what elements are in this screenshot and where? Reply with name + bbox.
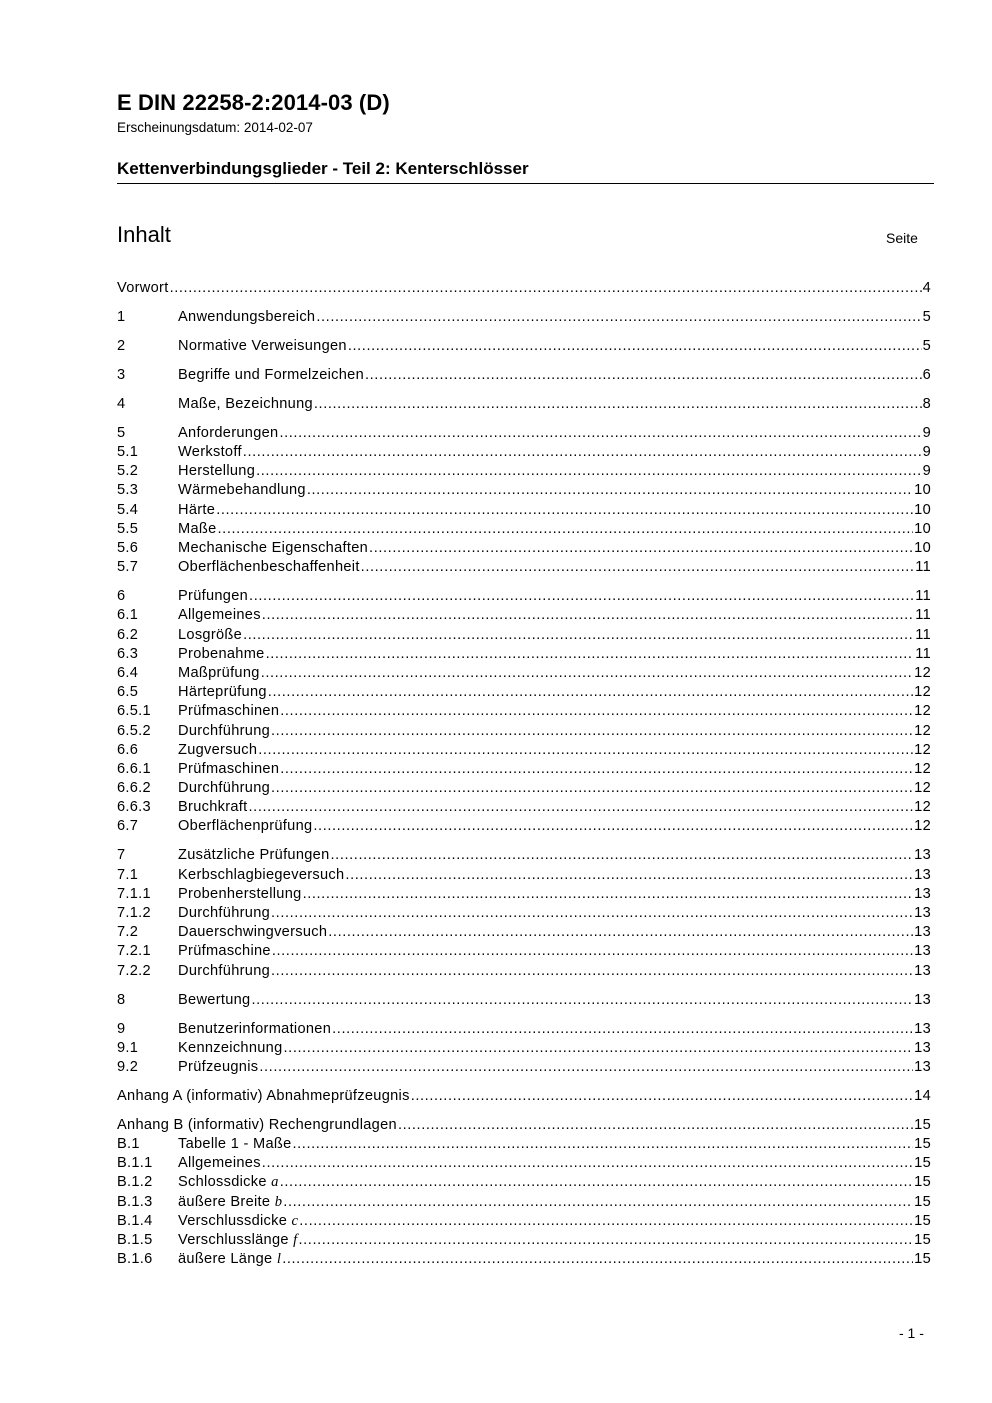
toc-entry-label-text: äußere Länge	[178, 1251, 277, 1268]
toc-entry-label	[178, 558, 360, 577]
toc-entry-label	[178, 779, 270, 798]
toc-dot-leader	[256, 462, 921, 481]
toc-entry-number: 6.5.2	[117, 722, 151, 739]
toc-entry-label-text: Kennzeichnung	[178, 1039, 283, 1056]
toc-entry-label	[178, 1058, 258, 1077]
toc-dot-leader	[262, 606, 914, 625]
toc-entry-label-text: Benutzerinformationen	[178, 1020, 332, 1037]
toc-entry-number: 5.7	[117, 559, 139, 576]
toc-entry[interactable]	[117, 501, 931, 520]
toc-entry-page: 12	[914, 664, 931, 681]
toc-entry-label	[178, 991, 250, 1010]
toc-entry-page: 10	[914, 482, 931, 499]
toc-entry[interactable]	[117, 760, 931, 779]
toc-entry-label	[178, 1231, 298, 1250]
toc-entry-page: 13	[914, 1020, 931, 1037]
toc-entry[interactable]	[117, 1116, 931, 1135]
toc-entry[interactable]	[117, 846, 931, 865]
toc-entry-number: 9	[117, 1020, 126, 1037]
toc-entry-label	[178, 424, 278, 443]
toc-entry-page: 11	[915, 607, 931, 624]
toc-entry-label-text: Härteprüfung	[178, 684, 267, 701]
toc-entry-number: 5.2	[117, 463, 139, 480]
toc-entry[interactable]	[117, 424, 931, 443]
toc-entry[interactable]	[117, 520, 931, 539]
toc-entry-page: 13	[914, 1039, 931, 1056]
toc-dot-leader	[243, 443, 922, 462]
toc-entry[interactable]	[117, 606, 931, 625]
toc-entry-symbol: b	[274, 1193, 283, 1210]
toc-entry-label-text: Durchführung	[178, 780, 271, 797]
toc-entry[interactable]	[117, 779, 931, 798]
toc-entry-page: 12	[914, 684, 931, 701]
toc-entry-page: 11	[915, 645, 931, 662]
toc-entry-page: 12	[914, 780, 931, 797]
toc-entry-number: 7	[117, 847, 126, 864]
toc-dot-leader	[271, 962, 913, 981]
toc-entry-number: B.1.5	[117, 1232, 153, 1249]
toc-entry-label-text: Herstellung	[178, 463, 256, 480]
toc-entry-label	[178, 395, 313, 414]
toc-entry-page: 10	[914, 501, 931, 518]
toc-entry-page: 5	[922, 308, 931, 325]
toc-entry-symbol: l	[276, 1251, 282, 1268]
toc-entry-page: 15	[914, 1116, 931, 1133]
toc-entry-label-text: Mechanische Eigenschaften	[178, 540, 369, 557]
toc-entry-label	[178, 337, 347, 356]
toc-dot-leader	[328, 923, 913, 942]
toc-entry[interactable]	[117, 1231, 931, 1250]
toc-entry-page: 15	[914, 1212, 931, 1229]
toc-entry-label-text: Anhang A (informativ) Abnahmeprüfzeugnis	[117, 1087, 410, 1104]
toc-entry-symbol: a	[271, 1174, 279, 1191]
toc-entry-page: 11	[915, 626, 931, 643]
toc-entry-label-text: Wärmebehandlung	[178, 482, 306, 499]
toc-entry[interactable]	[117, 942, 931, 961]
toc-entry[interactable]	[117, 962, 931, 981]
toc-entry-page: 13	[914, 847, 931, 864]
toc-entry-number: 6.2	[117, 626, 139, 643]
toc-entry-number: 6.6.3	[117, 799, 151, 816]
toc-entry-page: 11	[915, 588, 931, 605]
toc-entry[interactable]	[117, 702, 931, 721]
toc-entry-number: B.1.3	[117, 1193, 153, 1210]
toc-entry-symbol: f	[293, 1232, 298, 1249]
toc-entry-page: 13	[914, 905, 931, 922]
toc-dot-leader	[303, 885, 914, 904]
toc-entry-label-text: Allgemeines	[178, 607, 261, 624]
toc-dot-leader	[411, 1087, 913, 1106]
toc-entry-page: 9	[922, 463, 931, 480]
toc-entry-page: 8	[922, 395, 931, 412]
toc-entry-page: 12	[914, 722, 931, 739]
toc-entry-label-text: Härte	[178, 501, 216, 518]
toc-entry-label	[178, 645, 265, 664]
toc-dot-leader	[266, 645, 915, 664]
header-divider	[117, 183, 934, 184]
toc-entry-label-text: Oberflächenprüfung	[178, 818, 313, 835]
toc-entry-label-text: Prüfungen	[178, 588, 249, 605]
toc-entry-label-text: Anhang B (informativ) Rechengrundlagen	[117, 1116, 397, 1133]
toc-entry[interactable]	[117, 1173, 931, 1192]
toc-entry-label-text: Zusätzliche Prüfungen	[178, 847, 330, 864]
document-subtitle: Kettenverbindungsglieder - Teil 2: Kenterschlösser	[117, 159, 529, 178]
toc-entry-page: 13	[914, 1058, 931, 1075]
toc-entry-label-text: Losgröße	[178, 626, 243, 643]
toc-entry[interactable]	[117, 885, 931, 904]
toc-entry-label	[117, 1116, 397, 1135]
toc-entry-page: 15	[914, 1193, 931, 1210]
toc-entry-label-text: Anforderungen	[178, 424, 279, 441]
toc-entry-label-text: Prüfmaschine	[178, 943, 271, 960]
toc-entry-number: 5.3	[117, 482, 139, 499]
toc-entry-label	[178, 885, 302, 904]
toc-entry-page: 12	[914, 760, 931, 777]
toc-entry-label-text: Probenherstellung	[178, 885, 302, 902]
toc-entry[interactable]	[117, 1250, 931, 1269]
toc-entry-label-text: Durchführung	[178, 722, 271, 739]
toc-entry-number: 9.1	[117, 1039, 139, 1056]
toc-entry-label	[178, 1154, 261, 1173]
toc-entry-number: B.1.4	[117, 1212, 153, 1229]
document-title: E DIN 22258-2:2014-03 (D)	[117, 90, 390, 115]
toc-entry[interactable]	[117, 308, 931, 327]
toc-entry-number: 6.6.1	[117, 760, 151, 777]
toc-entry-label	[178, 664, 260, 683]
toc-entry-number: 5.5	[117, 520, 139, 537]
toc-entry-number: 5.4	[117, 501, 139, 518]
toc-dot-leader	[249, 587, 914, 606]
toc-entry-page: 5	[922, 337, 931, 354]
toc-entry-page: 13	[914, 924, 931, 941]
toc-entry-number: 7.2	[117, 924, 139, 941]
toc-entry[interactable]	[117, 558, 931, 577]
toc-entry-number: 6.1	[117, 607, 139, 624]
toc-dot-leader	[280, 702, 913, 721]
toc-entry-page: 12	[914, 741, 931, 758]
toc-dot-leader	[170, 279, 922, 298]
toc-entry-label	[178, 1193, 282, 1212]
toc-entry-label-text: Werkstoff	[178, 444, 242, 461]
toc-entry-label-text: Maßprüfung	[178, 664, 260, 681]
toc-entry-number: B.1	[117, 1136, 140, 1153]
toc-entry-page: 13	[914, 866, 931, 883]
toc-entry-number: 6.3	[117, 645, 139, 662]
toc-dot-leader	[313, 817, 913, 836]
toc-entry-label	[178, 462, 255, 481]
toc-dot-leader	[283, 1193, 913, 1212]
toc-dot-leader	[369, 539, 913, 558]
toc-entry[interactable]	[117, 1058, 931, 1077]
toc-entry-label-text: Zugversuch	[178, 741, 258, 758]
toc-entry-number: 7.1.1	[117, 885, 151, 902]
toc-entry-page: 15	[914, 1155, 931, 1172]
toc-entry[interactable]	[117, 395, 931, 414]
toc-dot-leader	[332, 1020, 913, 1039]
toc-entry-label	[178, 962, 270, 981]
toc-entry-label-text: Bruchkraft	[178, 799, 248, 816]
toc-entry[interactable]	[117, 1020, 931, 1039]
toc-entry-label-text: Kerbschlagbiegeversuch	[178, 866, 345, 883]
toc-entry[interactable]	[117, 1087, 931, 1106]
toc-entry-number: 7.1	[117, 866, 139, 883]
toc-entry-number: B.1.6	[117, 1251, 153, 1268]
toc-entry-page: 12	[914, 703, 931, 720]
toc-entry-number: 7.2.1	[117, 943, 151, 960]
toc-entry-label	[178, 1135, 292, 1154]
page-number: - 1 -	[899, 1325, 924, 1341]
toc-dot-leader	[272, 942, 913, 961]
toc-entry-label-text: Prüfzeugnis	[178, 1058, 259, 1075]
toc-dot-leader	[271, 904, 913, 923]
toc-entry-number: 6.7	[117, 818, 139, 835]
toc-entry-label-text: Normative Verweisungen	[178, 337, 347, 354]
toc-entry[interactable]	[117, 462, 931, 481]
toc-entry-page: 13	[914, 943, 931, 960]
toc-entry[interactable]	[117, 626, 931, 645]
toc-entry[interactable]	[117, 366, 931, 385]
toc-entry[interactable]	[117, 1039, 931, 1058]
toc-entry[interactable]	[117, 1193, 931, 1212]
toc-entry-page: 6	[922, 366, 931, 383]
toc-dot-leader	[258, 741, 913, 760]
toc-entry-label-text: Verschlusslänge	[178, 1232, 294, 1249]
toc-dot-leader	[280, 1173, 913, 1192]
toc-entry-label-text: Vorwort	[117, 280, 169, 296]
toc-entry-page: 13	[914, 962, 931, 979]
toc-entry[interactable]	[117, 683, 931, 702]
toc-heading: Inhalt	[117, 222, 171, 247]
toc-dot-leader	[280, 760, 913, 779]
toc-entry-label	[178, 1039, 283, 1058]
toc-entry-label	[178, 683, 267, 702]
toc-entry-number: 7.2.2	[117, 962, 151, 979]
toc-dot-leader	[293, 1135, 914, 1154]
toc-entry-page: 15	[914, 1232, 931, 1249]
toc-dot-leader	[271, 779, 913, 798]
toc-entry-label	[178, 1173, 279, 1192]
toc-entry-page: 12	[914, 799, 931, 816]
toc-dot-leader	[243, 626, 914, 645]
toc-entry-number: 1	[117, 308, 126, 325]
toc-entry-label	[178, 741, 257, 760]
toc-dot-leader	[271, 722, 913, 741]
toc-entry[interactable]	[117, 904, 931, 923]
toc-entry[interactable]	[117, 337, 931, 356]
toc-entry-label-text: Prüfmaschinen	[178, 703, 280, 720]
toc-entry[interactable]	[117, 664, 931, 683]
toc-entry[interactable]	[117, 1212, 931, 1231]
toc-entry-number: 6.5	[117, 684, 139, 701]
toc-entry-label-text: Verschlussdicke	[178, 1212, 292, 1229]
toc-entry-label-text: Durchführung	[178, 962, 271, 979]
toc-entry-page: 10	[914, 540, 931, 557]
toc-entry-label-text: Probenahme	[178, 645, 265, 662]
publication-date: Erscheinungsdatum: 2014-02-07	[117, 120, 313, 135]
toc-entry-number: 6.6.2	[117, 780, 151, 797]
toc-entry[interactable]	[117, 1154, 931, 1173]
toc-entry-label	[117, 279, 169, 298]
toc-entry-label	[178, 923, 327, 942]
toc-entry-number: 2	[117, 337, 126, 354]
toc-entry-number: 7.1.2	[117, 905, 151, 922]
toc-entry-label	[178, 587, 248, 606]
toc-entry-page: 11	[915, 559, 931, 576]
toc-dot-leader	[279, 424, 921, 443]
toc-entry-page: 9	[922, 424, 931, 441]
toc-entry-label	[178, 760, 279, 779]
toc-entry[interactable]	[117, 923, 931, 942]
toc-dot-leader	[398, 1116, 913, 1135]
toc-entry-number: 5.1	[117, 444, 139, 461]
toc-entry-label	[178, 722, 270, 741]
toc-entry-number: 6	[117, 588, 126, 605]
toc-entry-number: 4	[117, 395, 126, 412]
toc-entry-number: B.1.2	[117, 1174, 153, 1191]
toc-entry-label-text: Allgemeines	[178, 1155, 261, 1172]
toc-dot-leader	[331, 846, 914, 865]
toc-entry[interactable]	[117, 991, 931, 1010]
toc-entry-label-text: Begriffe und Formelzeichen	[178, 366, 364, 383]
toc-entry[interactable]	[117, 481, 931, 500]
toc-dot-leader	[316, 308, 921, 327]
toc-entry-label-text: Tabelle 1 - Maße	[178, 1136, 292, 1153]
toc-entry[interactable]	[117, 722, 931, 741]
toc-entry-label	[178, 366, 364, 385]
toc-entry-label	[178, 866, 344, 885]
toc-entry[interactable]	[117, 279, 931, 298]
toc-entry-page: 12	[914, 818, 931, 835]
toc-dot-leader	[259, 1058, 913, 1077]
toc-dot-leader	[365, 366, 922, 385]
toc-entry-number: B.1.1	[117, 1155, 153, 1172]
toc-entry-page: 15	[914, 1136, 931, 1153]
toc-entry-number: 6.4	[117, 664, 139, 681]
toc-entry-label	[178, 1250, 281, 1269]
toc-entry-label	[178, 501, 215, 520]
toc-dot-leader	[282, 1250, 913, 1269]
toc-entry-label	[117, 1087, 410, 1106]
toc-dot-leader	[251, 991, 913, 1010]
toc-dot-leader	[261, 664, 913, 683]
toc-entry-label	[178, 606, 261, 625]
toc-entry-label	[178, 702, 279, 721]
toc-entry-label-text: Anwendungsbereich	[178, 308, 316, 325]
toc-entry-page: 14	[914, 1087, 931, 1104]
toc-entry-label-text: Oberflächenbeschaffenheit	[178, 559, 360, 576]
toc-entry-label	[178, 798, 248, 817]
toc-entry-label	[178, 1212, 298, 1231]
toc-entry-label-text: Bewertung	[178, 991, 251, 1008]
toc-entry[interactable]	[117, 817, 931, 836]
toc-dot-leader	[314, 395, 922, 414]
toc-dot-leader	[348, 337, 922, 356]
toc-entry-label	[178, 942, 271, 961]
toc-entry-number: 5.6	[117, 540, 139, 557]
toc-entry-label	[178, 904, 270, 923]
toc-dot-leader	[218, 520, 914, 539]
toc-entry-number: 6.5.1	[117, 703, 151, 720]
toc-entry-label-text: Maße	[178, 520, 217, 537]
toc-entry-label	[178, 520, 217, 539]
toc-entry-page: 13	[914, 885, 931, 902]
toc-entry-page: 15	[914, 1174, 931, 1191]
toc-entry-symbol: c	[291, 1212, 299, 1229]
toc-entry-page: 13	[914, 991, 931, 1008]
toc-dot-leader	[268, 683, 913, 702]
toc-entry[interactable]	[117, 587, 931, 606]
toc-dot-leader	[299, 1231, 914, 1250]
toc-entry-label	[178, 1020, 331, 1039]
toc-entry-label	[178, 817, 312, 836]
toc-entry[interactable]	[117, 798, 931, 817]
toc-dot-leader	[262, 1154, 913, 1173]
toc-dot-leader	[345, 866, 913, 885]
toc-entry-label	[178, 846, 330, 865]
toc-entry-label-text: Durchführung	[178, 905, 271, 922]
toc-entry[interactable]	[117, 443, 931, 462]
toc-dot-leader	[216, 501, 913, 520]
toc-dot-leader	[284, 1039, 914, 1058]
toc-entry[interactable]	[117, 741, 931, 760]
toc-entry[interactable]	[117, 539, 931, 558]
toc-dot-leader	[307, 481, 913, 500]
toc-entry-label	[178, 481, 306, 500]
toc-entry-number: 8	[117, 991, 126, 1008]
toc-entry[interactable]	[117, 866, 931, 885]
toc-entry-page: 4	[922, 280, 931, 296]
toc-entry-page: 9	[922, 444, 931, 461]
toc-entry-label-text: Maße, Bezeichnung	[178, 395, 313, 412]
toc-entry-page: 15	[914, 1251, 931, 1268]
toc-entry-label	[178, 539, 368, 558]
toc-entry-number: 3	[117, 366, 126, 383]
toc-dot-leader	[361, 558, 915, 577]
toc-entry-page: 10	[914, 520, 931, 537]
page-column-label: Seite	[886, 230, 918, 246]
toc-entry-label-text: Prüfmaschinen	[178, 760, 280, 777]
toc-entry-label	[178, 308, 315, 327]
toc-entry-number: 6.6	[117, 741, 139, 758]
toc-dot-leader	[249, 798, 914, 817]
toc-entry-number: 5	[117, 424, 126, 441]
toc-entry-label-text: Dauerschwingversuch	[178, 924, 328, 941]
toc-entry[interactable]	[117, 645, 931, 664]
toc-entry[interactable]	[117, 1135, 931, 1154]
toc-entry-label	[178, 443, 242, 462]
toc-entry-number: 9.2	[117, 1058, 139, 1075]
toc-entry-label	[178, 626, 242, 645]
table-of-contents	[117, 279, 931, 1269]
toc-entry-label-text: Schlossdicke	[178, 1174, 272, 1191]
toc-entry-label-text: äußere Breite	[178, 1193, 275, 1210]
toc-dot-leader	[299, 1212, 913, 1231]
